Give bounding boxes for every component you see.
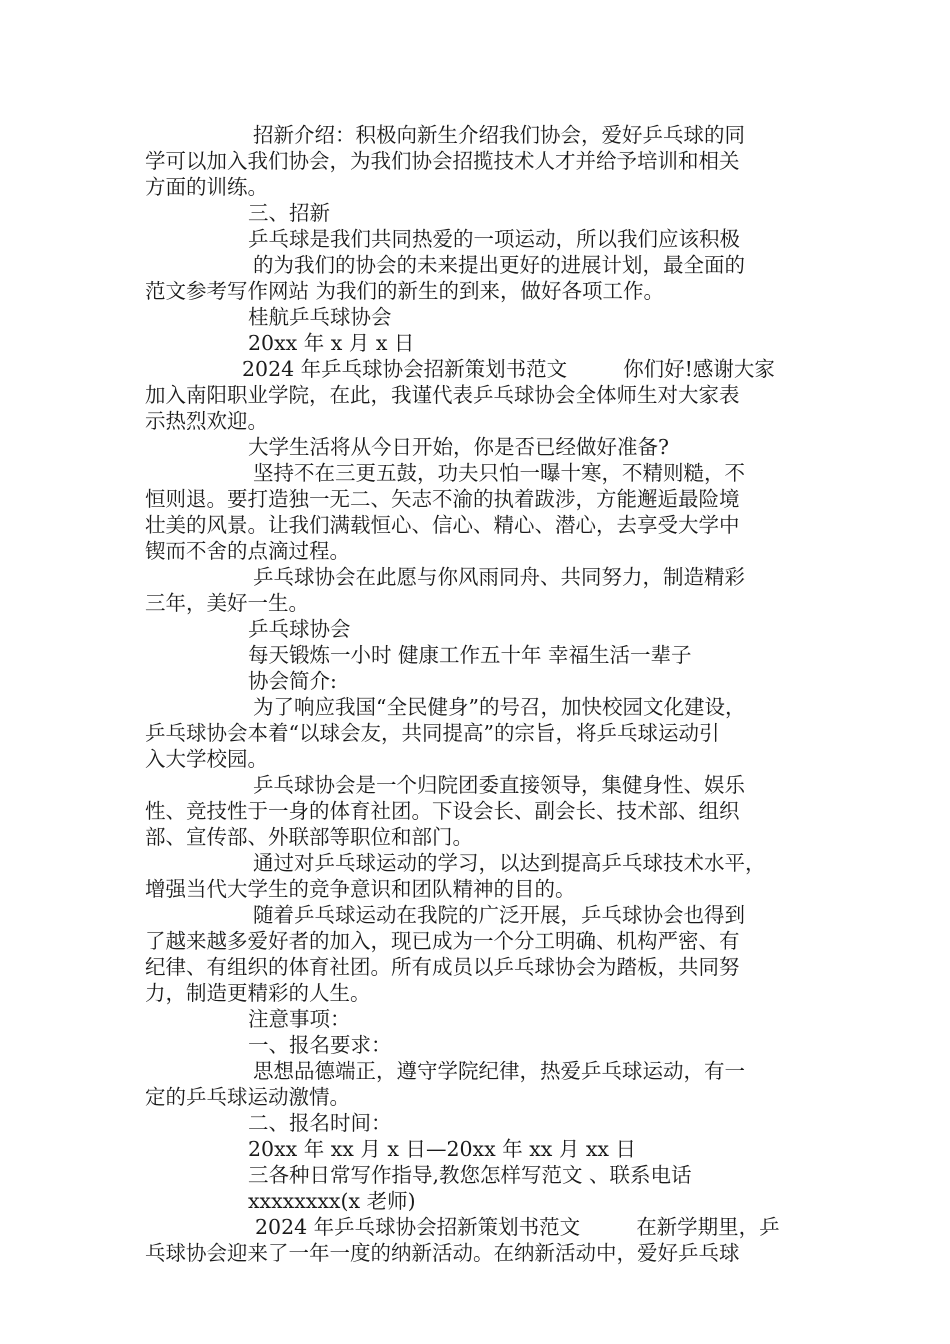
text-line: 增强当代大学生的竞争意识和团队精神的目的。: [145, 877, 576, 901]
text-line: 了越来越多爱好者的加入，现已成为一个分工明确、机构严密、有: [145, 929, 740, 953]
text-line: 乒乓球协会: [248, 617, 351, 641]
text-line: 加入南阳职业学院，在此，我谨代表乒乓球协会全体师生对大家表: [145, 383, 740, 407]
text-line: 乒乓球是我们共同热爱的一项运动，所以我们应该积极: [248, 227, 740, 251]
contact-phone: xxxxxxxx(x 老师): [248, 1189, 416, 1213]
text-line: 随着乒乓球运动在我院的广泛开展，乒乓球协会也得到: [253, 903, 745, 927]
article-title: 2024 年乒乓球协会招新策划书范文: [242, 357, 568, 381]
section-heading: 一、报名要求：: [248, 1033, 392, 1057]
text-line: 定的乒乓球运动激情。: [145, 1085, 350, 1109]
text-line: 锲而不舍的点滴过程。: [145, 539, 350, 563]
signature-org: 桂航乒乓球协会: [248, 305, 392, 329]
text-line: 入大学校园。: [145, 747, 268, 771]
document-body: [145, 122, 810, 1266]
text-fragment: 你们好!感谢大家: [623, 357, 775, 381]
text-line: 方面的训练。: [145, 175, 268, 199]
text-line: 学可以加入我们协会，为我们协会招揽技术人才并给予培训和相关: [145, 149, 740, 173]
text-line: 范文参考写作网站 为我们的新生的到来，做好各项工作。: [145, 279, 665, 303]
text-line: 的为我们的协会的未来提出更好的进展计划，最全面的: [253, 253, 745, 277]
text-line: 力，制造更精彩的人生。: [145, 981, 371, 1005]
section-heading: 三、招新: [248, 201, 330, 225]
text-fragment: 在新学期里，乒: [636, 1215, 780, 1239]
text-line: 壮美的风景。让我们满载恒心、信心、精心、潜心，去享受大学中: [145, 513, 740, 537]
text-line: 性、竞技性于一身的体育社团。下设会长、副会长、技术部、组织: [145, 799, 740, 823]
text-line: 乓球协会迎来了一年一度的纳新活动。在纳新活动中，爱好乒乓球: [145, 1241, 740, 1265]
text-line: 乒乓球协会是一个归院团委直接领导，集健身性、娱乐: [253, 773, 745, 797]
signature-date: 20xx 年 x 月 x 日: [248, 331, 415, 355]
article-title: 2024 年乒乓球协会招新策划书范文: [255, 1215, 581, 1239]
text-line: 乒乓球协会在此愿与你风雨同舟、共同努力，制造精彩: [253, 565, 745, 589]
section-heading: 协会简介:: [248, 669, 337, 693]
text-line: 恒则退。要打造独一无二、矢志不渝的执着跋涉，方能邂逅最险境: [145, 487, 740, 511]
text-line: 思想品德端正，遵守学院纪律，热爱乒乓球运动，有一: [253, 1059, 745, 1083]
slogan: 每天锻炼一小时 健康工作五十年 幸福生活一辈子: [248, 643, 692, 667]
article-title-line: [145, 356, 810, 382]
text-line: 坚持不在三更五鼓，功夫只怕一曝十寒，不精则糙，不: [253, 461, 745, 485]
text-line: 示热烈欢迎。: [145, 409, 268, 433]
text-line: 乒乓球协会本着“以球会友，共同提高”的宗旨，将乒乓球运动引: [145, 721, 720, 745]
text-line: 招新介绍：积极向新生介绍我们协会，爱好乒乓球的同: [253, 123, 745, 147]
text-line: 通过对乒乓球运动的学习，以达到提高乒乓球技术水平，: [253, 851, 766, 875]
text-line: 20xx 年 xx 月 x 日—20xx 年 xx 月 xx 日: [248, 1137, 637, 1161]
article-title-line: [145, 1214, 810, 1240]
text-line: 三各种日常写作指导,教您怎样写范文 、联系电话: [248, 1163, 692, 1187]
text-line: 为了响应我国“全民健身”的号召，加快校园文化建设，: [253, 695, 746, 719]
section-heading: 注意事项：: [248, 1007, 351, 1031]
text-line: 大学生活将从今日开始，你是否已经做好准备?: [248, 435, 669, 459]
section-heading: 二、报名时间：: [248, 1111, 392, 1135]
text-line: 纪律、有组织的体育社团。所有成员以乒乓球协会为踏板，共同努: [145, 955, 740, 979]
text-line: 三年，美好一生。: [145, 591, 309, 615]
text-line: 部、宣传部、外联部等职位和部门。: [145, 825, 473, 849]
